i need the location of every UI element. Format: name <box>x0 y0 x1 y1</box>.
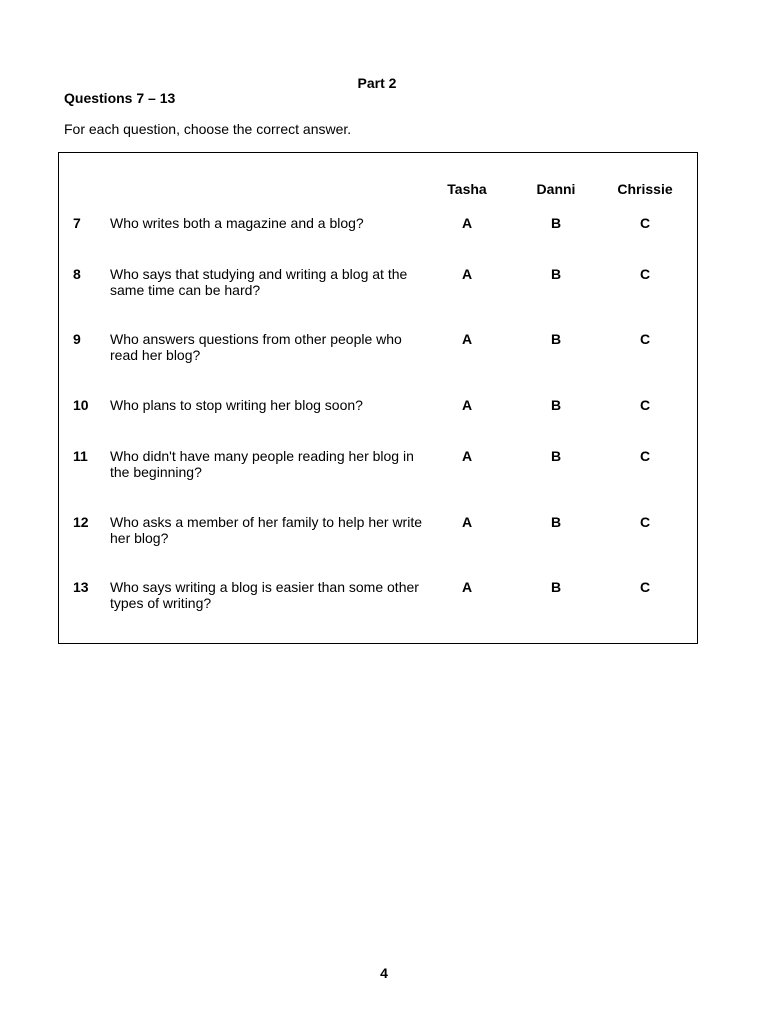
question-text: Who asks a member of her family to help her write her blog? <box>110 514 423 546</box>
option-a[interactable]: A <box>461 215 473 231</box>
question-text: Who plans to stop writing her blog soon? <box>110 397 363 413</box>
option-c[interactable]: C <box>639 331 651 347</box>
instruction-text: For each question, choose the correct answer. <box>64 121 352 137</box>
option-b[interactable]: B <box>550 579 562 595</box>
column-header-danni: Danni <box>536 181 576 197</box>
question-number: 12 <box>73 514 89 530</box>
question-number: 8 <box>73 266 81 282</box>
option-a[interactable]: A <box>461 331 473 347</box>
answer-table <box>58 152 698 644</box>
question-number: 7 <box>73 215 81 231</box>
option-c[interactable]: C <box>639 266 651 282</box>
question-number: 11 <box>73 448 88 464</box>
question-text: Who says writing a blog is easier than some other types of writing? <box>110 579 419 611</box>
question-number: 13 <box>73 579 89 595</box>
option-a[interactable]: A <box>461 514 473 530</box>
question-text: Who writes both a magazine and a blog? <box>110 215 364 231</box>
question-text: Who says that studying and writing a blog at the same time can be hard? <box>110 266 408 298</box>
column-header-chrissie: Chrissie <box>617 181 673 197</box>
option-a[interactable]: A <box>461 266 473 282</box>
option-a[interactable]: A <box>461 448 473 464</box>
option-b[interactable]: B <box>550 215 562 231</box>
question-text: Who didn't have many people reading her blog in the beginning? <box>110 448 414 480</box>
option-c[interactable]: C <box>639 579 651 595</box>
option-b[interactable]: B <box>550 397 562 413</box>
part-title: Part 2 <box>357 75 397 91</box>
option-b[interactable]: B <box>550 331 562 347</box>
option-c[interactable]: C <box>639 215 651 231</box>
question-text: Who answers questions from other people who read her blog? <box>110 331 402 363</box>
option-c[interactable]: C <box>639 514 651 530</box>
option-c[interactable]: C <box>639 397 651 413</box>
page-number: 4 <box>380 965 388 981</box>
option-b[interactable]: B <box>550 448 562 464</box>
option-c[interactable]: C <box>639 448 651 464</box>
question-number: 10 <box>73 397 89 413</box>
questions-range-heading: Questions 7 – 13 <box>64 90 176 106</box>
column-header-tasha: Tasha <box>447 181 487 197</box>
option-a[interactable]: A <box>461 397 473 413</box>
question-number: 9 <box>73 331 81 347</box>
option-b[interactable]: B <box>550 266 562 282</box>
option-b[interactable]: B <box>550 514 562 530</box>
option-a[interactable]: A <box>461 579 473 595</box>
